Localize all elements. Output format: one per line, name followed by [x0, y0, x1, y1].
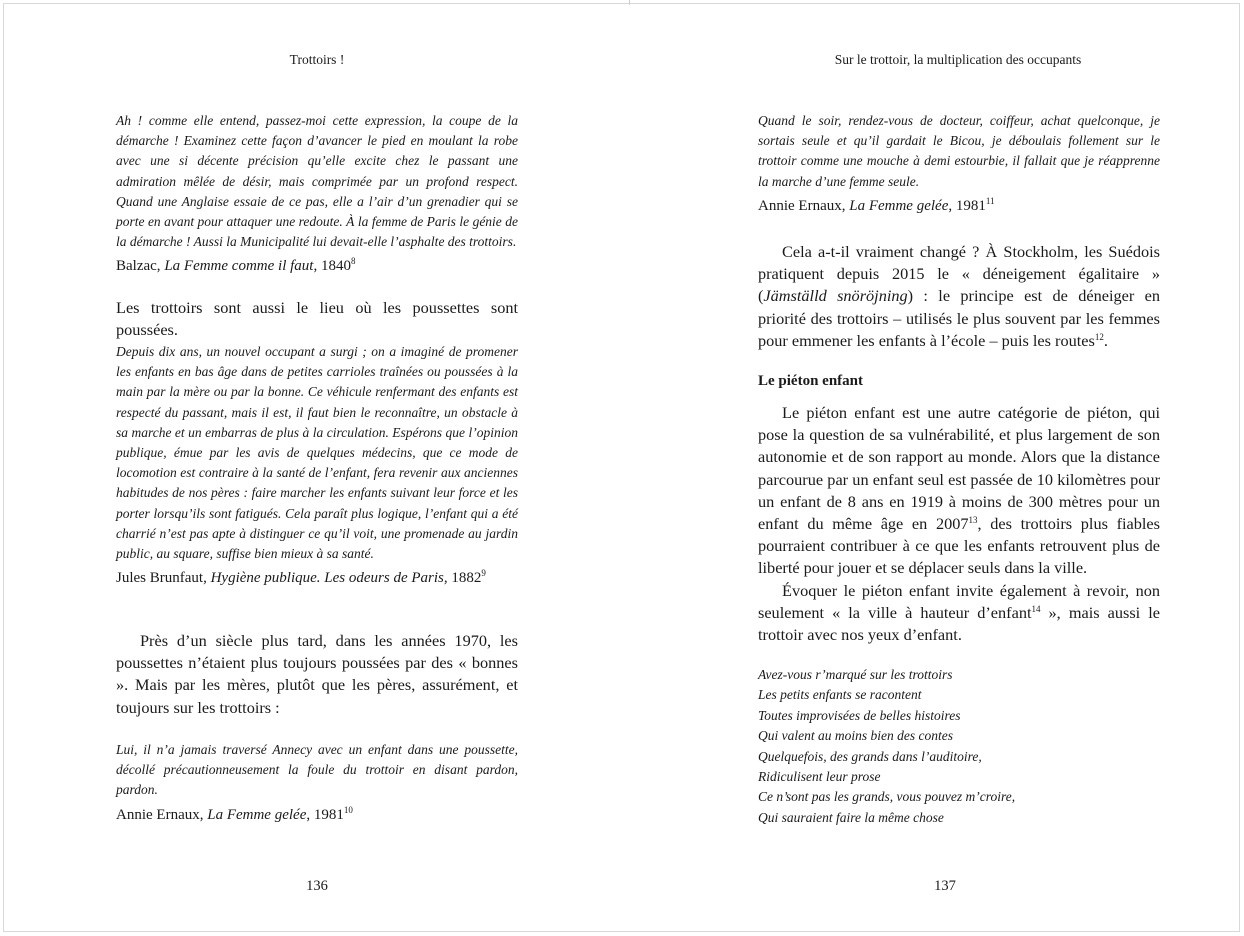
source-year: , 1882: [443, 570, 482, 587]
poem-line: Toutes improvisées de belles histoires: [758, 707, 961, 723]
footnote-ref: 14: [1031, 603, 1041, 614]
running-head-right: Sur le trottoir, la multiplication des occupants: [834, 52, 1082, 67]
source-title: La Femme comme il faut: [164, 258, 314, 275]
source-year: , 1981: [948, 197, 986, 214]
gutter-mark: [629, 0, 630, 5]
footnote-ref: 10: [343, 804, 353, 815]
poem-line: Avez-vous r’marqué sur les trottoirs: [758, 667, 953, 682]
footnote-ref: 9: [481, 568, 486, 579]
block-quote-ernaux-1: Lui, il n’a jamais traversé Annecy avec un enfant dans une poussette, décollé précautionneusement la foule du trottoir en disant pardon, pardon.: [116, 742, 518, 798]
para-text: , des trottoirs plus fiables pourraient contribuer à ce que les enfants retrouvent plus de liberté pour jouer et se déplacer seuls dans la ville.: [758, 514, 1160, 578]
body-paragraph-pieton-enfant: [758, 402, 1160, 580]
poem-verse: [758, 665, 1160, 828]
para-text: .: [1103, 330, 1108, 350]
left-page-quote-3: [116, 740, 518, 825]
source-title: Hygiène publique. Les odeurs de Paris: [210, 570, 444, 587]
right-page-poem: [758, 665, 1160, 828]
source-author: Jules Brunfaut,: [116, 570, 207, 587]
poem-line: Qui sauraient faire la même chose: [758, 809, 944, 825]
block-quote-brunfaut: Depuis dix ans, un nouvel occupant a surgi ; on a imaginé de promener les enfants en bas âge dans de petites carrioles traînées ou poussées à la main par la mère ou par la bonne. Ce véhicule renfermant des enfants est respecté du passant, mais il est, il faut bien le reconnaître, un obstacle à sa marche et un embarras de plus à la circulation. Espérons que l’opinion publique, émue par les avis de quelques médecins, que ce mode de locomotion est contraire à la santé de l’enfant, fera revenir aux anciennes habitudes de nos pères : faire marcher les enfants suivant leur force et les porter lorsqu’ils sont fatigués. Cela paraît plus logique, l’enfant qui a été charrié n’est pas apte à distinguer ce qu’il voit, une promenade au jardin public, au square, suffise bien mieux à sa santé.: [116, 344, 518, 562]
source-year: , 1981: [306, 806, 344, 823]
poem-line: Les petits enfants se racontent: [758, 687, 922, 703]
left-page-para-1: [116, 297, 518, 341]
para-text: », mais aussi le trottoir avec nos yeux d’enfant.: [758, 602, 1160, 645]
block-quote-ernaux-2: Quand le soir, rendez-vous de docteur, coiffeur, achat quelconque, je sortais seule et qu’il gardait le Bicou, je déboulais follement sur le trottoir comme une mouche à demi estourbie, il fallait que je réapprenne la marche d’une femme seule.: [758, 113, 1160, 189]
poem-line: Qui valent au moins bien des contes: [758, 728, 953, 744]
right-page-section: [758, 371, 1160, 391]
para-italic-term: Jämställd snöröjning: [763, 286, 908, 306]
quote-source-balzac: [116, 256, 518, 276]
poem-line: Ridiculisent leur prose: [758, 769, 881, 785]
source-title: La Femme gelée: [849, 197, 949, 214]
para-text: Le piéton enfant est une autre catégorie de piéton, qui pose la question de sa vulnérabilité, et plus largement de son autonomie et de son rapport au monde. Alors que la distance parcourue par un enfant seul est passée de 10 kilomètres pour un enfant de 8 ans en 1919 à moins de 300 mètres pour un enfant du même âge en 2007: [758, 403, 1160, 534]
body-paragraph-evoquer: [758, 580, 1160, 647]
footnote-ref: 11: [985, 195, 995, 206]
para-text: ) : le principe est de déneiger en priorité des trottoirs – utilisés le plus souvent par les femmes pour emmener les enfants à l’école – puis les routes: [758, 286, 1160, 350]
poem-line: Quelquefois, des grands dans l’auditoire,: [758, 748, 982, 764]
left-page-body: [116, 111, 518, 276]
body-paragraph-poussettes: Les trottoirs sont aussi le lieu où les poussettes sont poussées.: [116, 298, 518, 340]
right-page-para-1: [758, 241, 1160, 352]
body-paragraph-annees-1970: Près d’un siècle plus tard, dans les années 1970, les poussettes n’étaient plus toujours poussées par des « bonnes ». Mais par les mères, plutôt que les pères, assurément, et toujours sur les trottoirs :: [116, 631, 518, 717]
para-text: Cela a-t-il vraiment changé ? À Stockholm, les Suédois pratiquent depuis 2015 le « déneigement égalitaire » (: [758, 242, 1160, 306]
quote-source-brunfaut: [116, 568, 518, 588]
source-author: Annie Ernaux,: [116, 806, 204, 823]
section-title: Le piéton enfant: [758, 373, 863, 389]
running-head-left: Trottoirs !: [289, 52, 345, 67]
source-title: La Femme gelée: [207, 806, 307, 823]
left-page-quote-2: [116, 342, 518, 588]
block-quote-balzac: Ah ! comme elle entend, passez-moi cette expression, la coupe de la démarche ! Examinez cette façon d’avancer le pied en moulant la robe avec une si décente précision qu’elle excite chez le passant une admiration mêlée de désir, mais comprimée par un profond respect. Quand une Anglaise essaie de ce pas, elle a l’air d’un grenadier qui se porte en avant pour attaquer une redoute. À la femme de Paris le génie de la démarche ! Aussi la Municipalité lui devait-elle l’asphalte des trottoirs.: [116, 113, 518, 250]
source-year: , 1840: [313, 258, 351, 275]
footnote-ref: 12: [1094, 331, 1104, 342]
footnote-ref: 13: [968, 515, 978, 526]
right-page: [758, 0, 1160, 936]
page-number-right: 137: [934, 878, 956, 894]
left-page-para-2: [116, 630, 518, 719]
page-number-left: 136: [306, 878, 328, 894]
quote-source-ernaux-1: [116, 805, 518, 825]
source-author: Annie Ernaux,: [758, 197, 846, 214]
quote-source-ernaux-2: [758, 196, 1160, 216]
right-page-quote-1: [758, 111, 1160, 216]
para-text: Évoquer le piéton enfant invite également à revoir, non seulement « la ville à hauteur d’enfant: [758, 580, 1160, 622]
poem-line: Ce n’sont pas les grands, vous pouvez m’croire,: [758, 789, 1016, 805]
right-page-para-2: [758, 402, 1160, 646]
body-paragraph-stockholm: [758, 241, 1160, 352]
source-author: Balzac,: [116, 258, 161, 275]
left-page: [116, 0, 518, 936]
footnote-ref: 8: [350, 256, 356, 267]
